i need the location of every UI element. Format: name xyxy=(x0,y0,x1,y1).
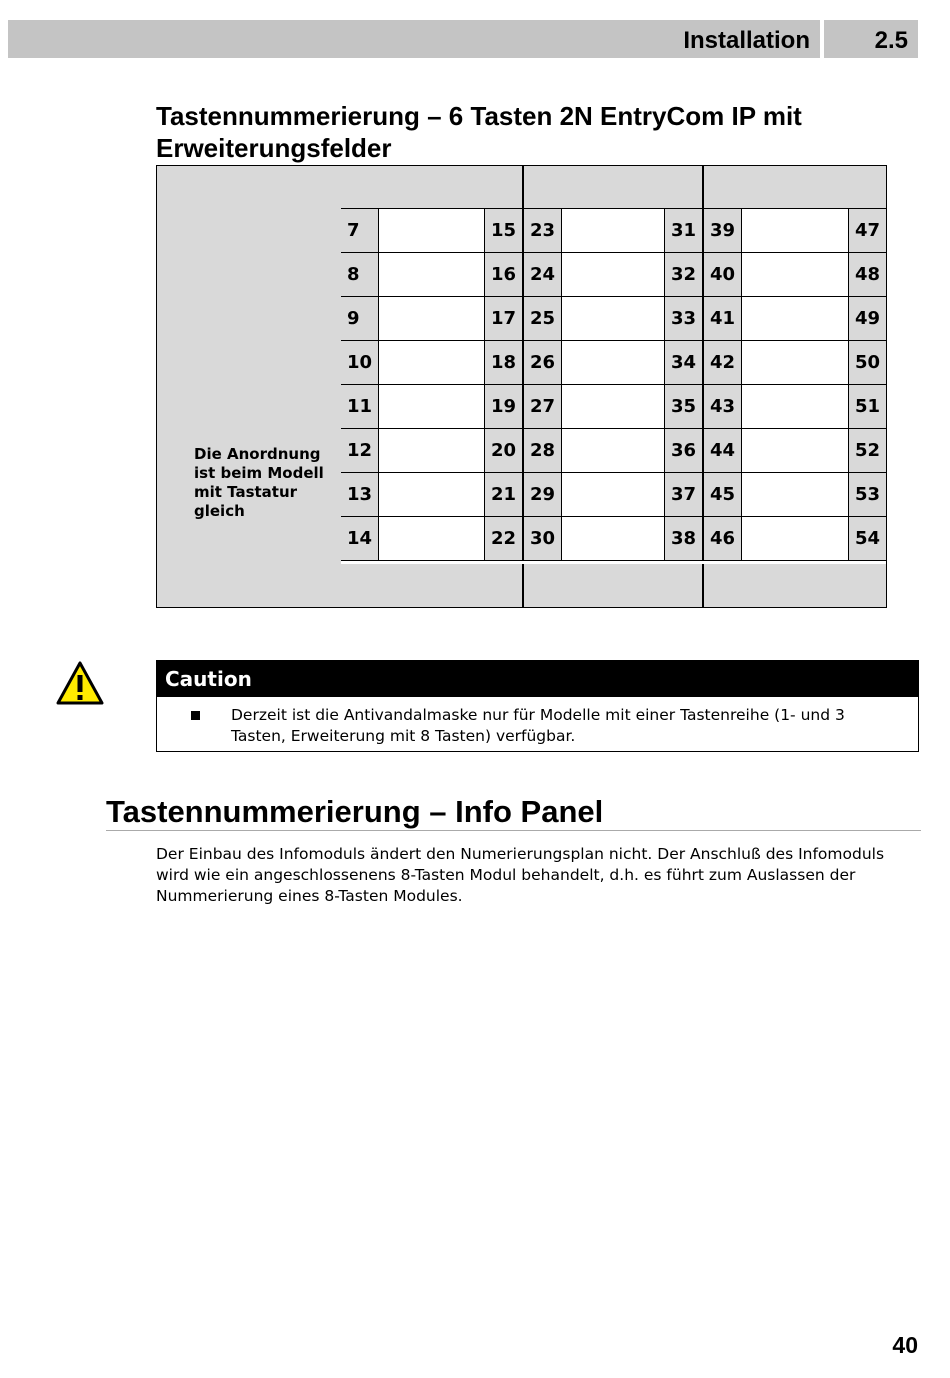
key-number: 47 xyxy=(849,209,887,253)
key-number: 30 xyxy=(523,517,561,561)
key-number: 23 xyxy=(523,209,561,253)
warning-icon xyxy=(56,660,104,706)
key-number: 14 xyxy=(340,517,378,561)
module-header xyxy=(703,165,887,209)
bullet-icon xyxy=(191,711,200,720)
main-module-panel xyxy=(156,165,341,608)
key-number: 33 xyxy=(665,297,703,341)
key-number: 45 xyxy=(703,473,741,517)
key-number: 54 xyxy=(849,517,887,561)
key-number: 51 xyxy=(849,385,887,429)
key-number: 24 xyxy=(523,253,561,297)
key-number: 35 xyxy=(665,385,703,429)
key-number: 25 xyxy=(523,297,561,341)
key-label-area xyxy=(378,429,485,473)
header-chapter-number: 2.5 xyxy=(874,27,908,54)
key-number: 36 xyxy=(665,429,703,473)
key-label-area xyxy=(378,473,485,517)
key-label-area xyxy=(378,253,485,297)
key-numbering-diagram xyxy=(156,165,887,608)
key-number: 10 xyxy=(340,341,378,385)
header-chapter-box xyxy=(824,20,918,58)
key-label-area xyxy=(741,517,849,561)
key-label-area xyxy=(378,341,485,385)
key-number: 41 xyxy=(703,297,741,341)
page-number: 40 xyxy=(892,1332,918,1358)
key-number: 53 xyxy=(849,473,887,517)
key-number: 11 xyxy=(340,385,378,429)
key-label-area xyxy=(741,341,849,385)
key-number: 21 xyxy=(485,473,523,517)
key-label-area xyxy=(741,209,849,253)
key-label-area xyxy=(561,341,665,385)
key-label-area xyxy=(741,385,849,429)
key-label-area xyxy=(561,385,665,429)
module-footer xyxy=(523,564,703,608)
page-header xyxy=(8,20,918,58)
key-number: 29 xyxy=(523,473,561,517)
section-heading: Tastennummerierung – Info Panel xyxy=(106,794,921,831)
module-header xyxy=(523,165,703,209)
key-label-area xyxy=(378,517,485,561)
key-label-area xyxy=(378,297,485,341)
key-number: 46 xyxy=(703,517,741,561)
key-number: 49 xyxy=(849,297,887,341)
key-number: 16 xyxy=(485,253,523,297)
key-number: 44 xyxy=(703,429,741,473)
key-number: 13 xyxy=(340,473,378,517)
key-label-area xyxy=(741,297,849,341)
key-label-area xyxy=(378,209,485,253)
caution-text: Derzeit ist die Antivandalmaske nur für Modelle mit einer Tastenreihe (1- und 3 Tasten, Erweiterung mit 8 Tasten) verfügbar. xyxy=(231,706,845,745)
key-label-area xyxy=(561,473,665,517)
header-title-bar xyxy=(8,20,820,58)
key-number: 27 xyxy=(523,385,561,429)
key-number: 32 xyxy=(665,253,703,297)
key-number: 52 xyxy=(849,429,887,473)
key-number: 38 xyxy=(665,517,703,561)
key-number: 20 xyxy=(485,429,523,473)
key-number: 50 xyxy=(849,341,887,385)
key-number: 26 xyxy=(523,341,561,385)
subsection-heading: Tastennummerierung – 6 Tasten 2N EntryCom IP mit Erweiterungsfelder xyxy=(156,101,802,163)
key-number: 22 xyxy=(485,517,523,561)
key-number: 28 xyxy=(523,429,561,473)
body-paragraph: Der Einbau des Infomoduls ändert den Numerierungsplan nicht. Der Anschluß des Infomoduls wird wie ein angeschlossenens 8-Tasten Modul behandelt, d.h. es führt zum Auslassen der Nummerierung eines 8-Tasten Modules. xyxy=(156,845,885,905)
key-label-area xyxy=(561,253,665,297)
key-number: 34 xyxy=(665,341,703,385)
key-number: 15 xyxy=(485,209,523,253)
caution-box xyxy=(156,660,919,752)
module-footer xyxy=(340,564,523,608)
key-label-area xyxy=(378,385,485,429)
key-number: 37 xyxy=(665,473,703,517)
key-number: 18 xyxy=(485,341,523,385)
key-label-area xyxy=(741,429,849,473)
key-number: 31 xyxy=(665,209,703,253)
key-number: 42 xyxy=(703,341,741,385)
key-number: 19 xyxy=(485,385,523,429)
key-number: 40 xyxy=(703,253,741,297)
key-number: 8 xyxy=(340,253,378,297)
key-number: 48 xyxy=(849,253,887,297)
key-number: 7 xyxy=(340,209,378,253)
key-number: 9 xyxy=(340,297,378,341)
module-header xyxy=(340,165,523,209)
caution-title: Caution xyxy=(157,661,918,697)
key-number: 43 xyxy=(703,385,741,429)
key-number: 12 xyxy=(340,429,378,473)
key-label-area xyxy=(561,297,665,341)
key-label-area xyxy=(561,517,665,561)
key-label-area xyxy=(741,473,849,517)
key-label-area xyxy=(561,429,665,473)
header-section-title: Installation xyxy=(683,27,810,54)
key-label-area xyxy=(561,209,665,253)
key-number: 39 xyxy=(703,209,741,253)
keypad-note: Die Anordnung ist beim Modell mit Tastatur gleich xyxy=(194,445,324,520)
key-label-area xyxy=(741,253,849,297)
module-footer xyxy=(703,564,887,608)
caution-item xyxy=(157,697,918,747)
key-number: 17 xyxy=(485,297,523,341)
